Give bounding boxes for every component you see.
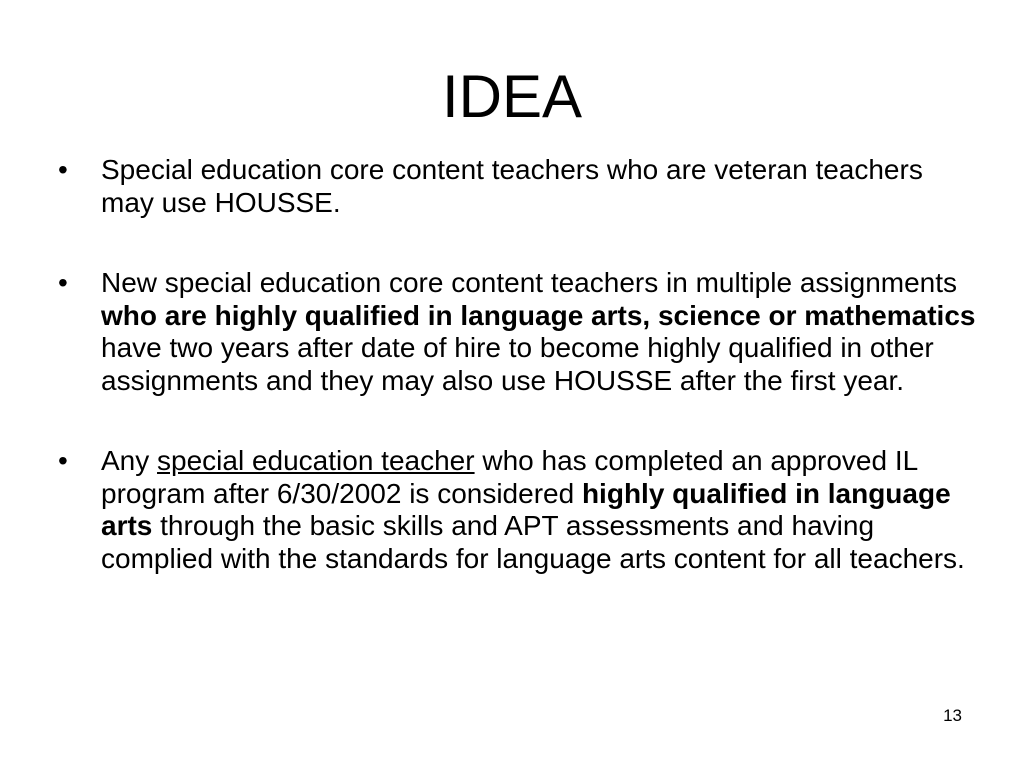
bullet-dot-icon: • bbox=[58, 267, 68, 298]
bullet-bold-text: highly qualified in language arts bbox=[101, 477, 951, 541]
bullet-text: who has completed an approved IL program after 6/30/2002 is considered bbox=[101, 445, 918, 509]
bullet-dot-icon: • bbox=[58, 154, 68, 185]
bullet-text: New special education core content teachers in multiple assignments bbox=[101, 267, 958, 298]
bullet-text: Special education core content teachers who are veteran teachers may use HOUSSE. bbox=[101, 154, 923, 218]
bullet-text: through the basic skills and APT assessments and having complied with the standards for language arts content for all teachers. bbox=[101, 510, 965, 574]
bullet-item-new-teachers bbox=[58, 267, 978, 397]
bullet-list bbox=[58, 154, 978, 575]
bullet-text: Any bbox=[101, 445, 158, 476]
bullet-dot-icon: • bbox=[58, 445, 68, 476]
bullet-item-il-program bbox=[58, 445, 978, 575]
bullet-text: have two years after date of hire to become highly qualified in other assignments and they may also use HOUSSE after the first year. bbox=[101, 332, 934, 396]
slide-title: IDEA bbox=[441, 63, 583, 130]
bullet-underlined-text: special education teacher bbox=[157, 445, 475, 476]
bullet-bold-text: who are highly qualified in language arts, science or mathematics bbox=[101, 299, 976, 331]
bullet-item-veteran-teachers bbox=[58, 154, 978, 219]
page-number: 13 bbox=[943, 706, 962, 725]
